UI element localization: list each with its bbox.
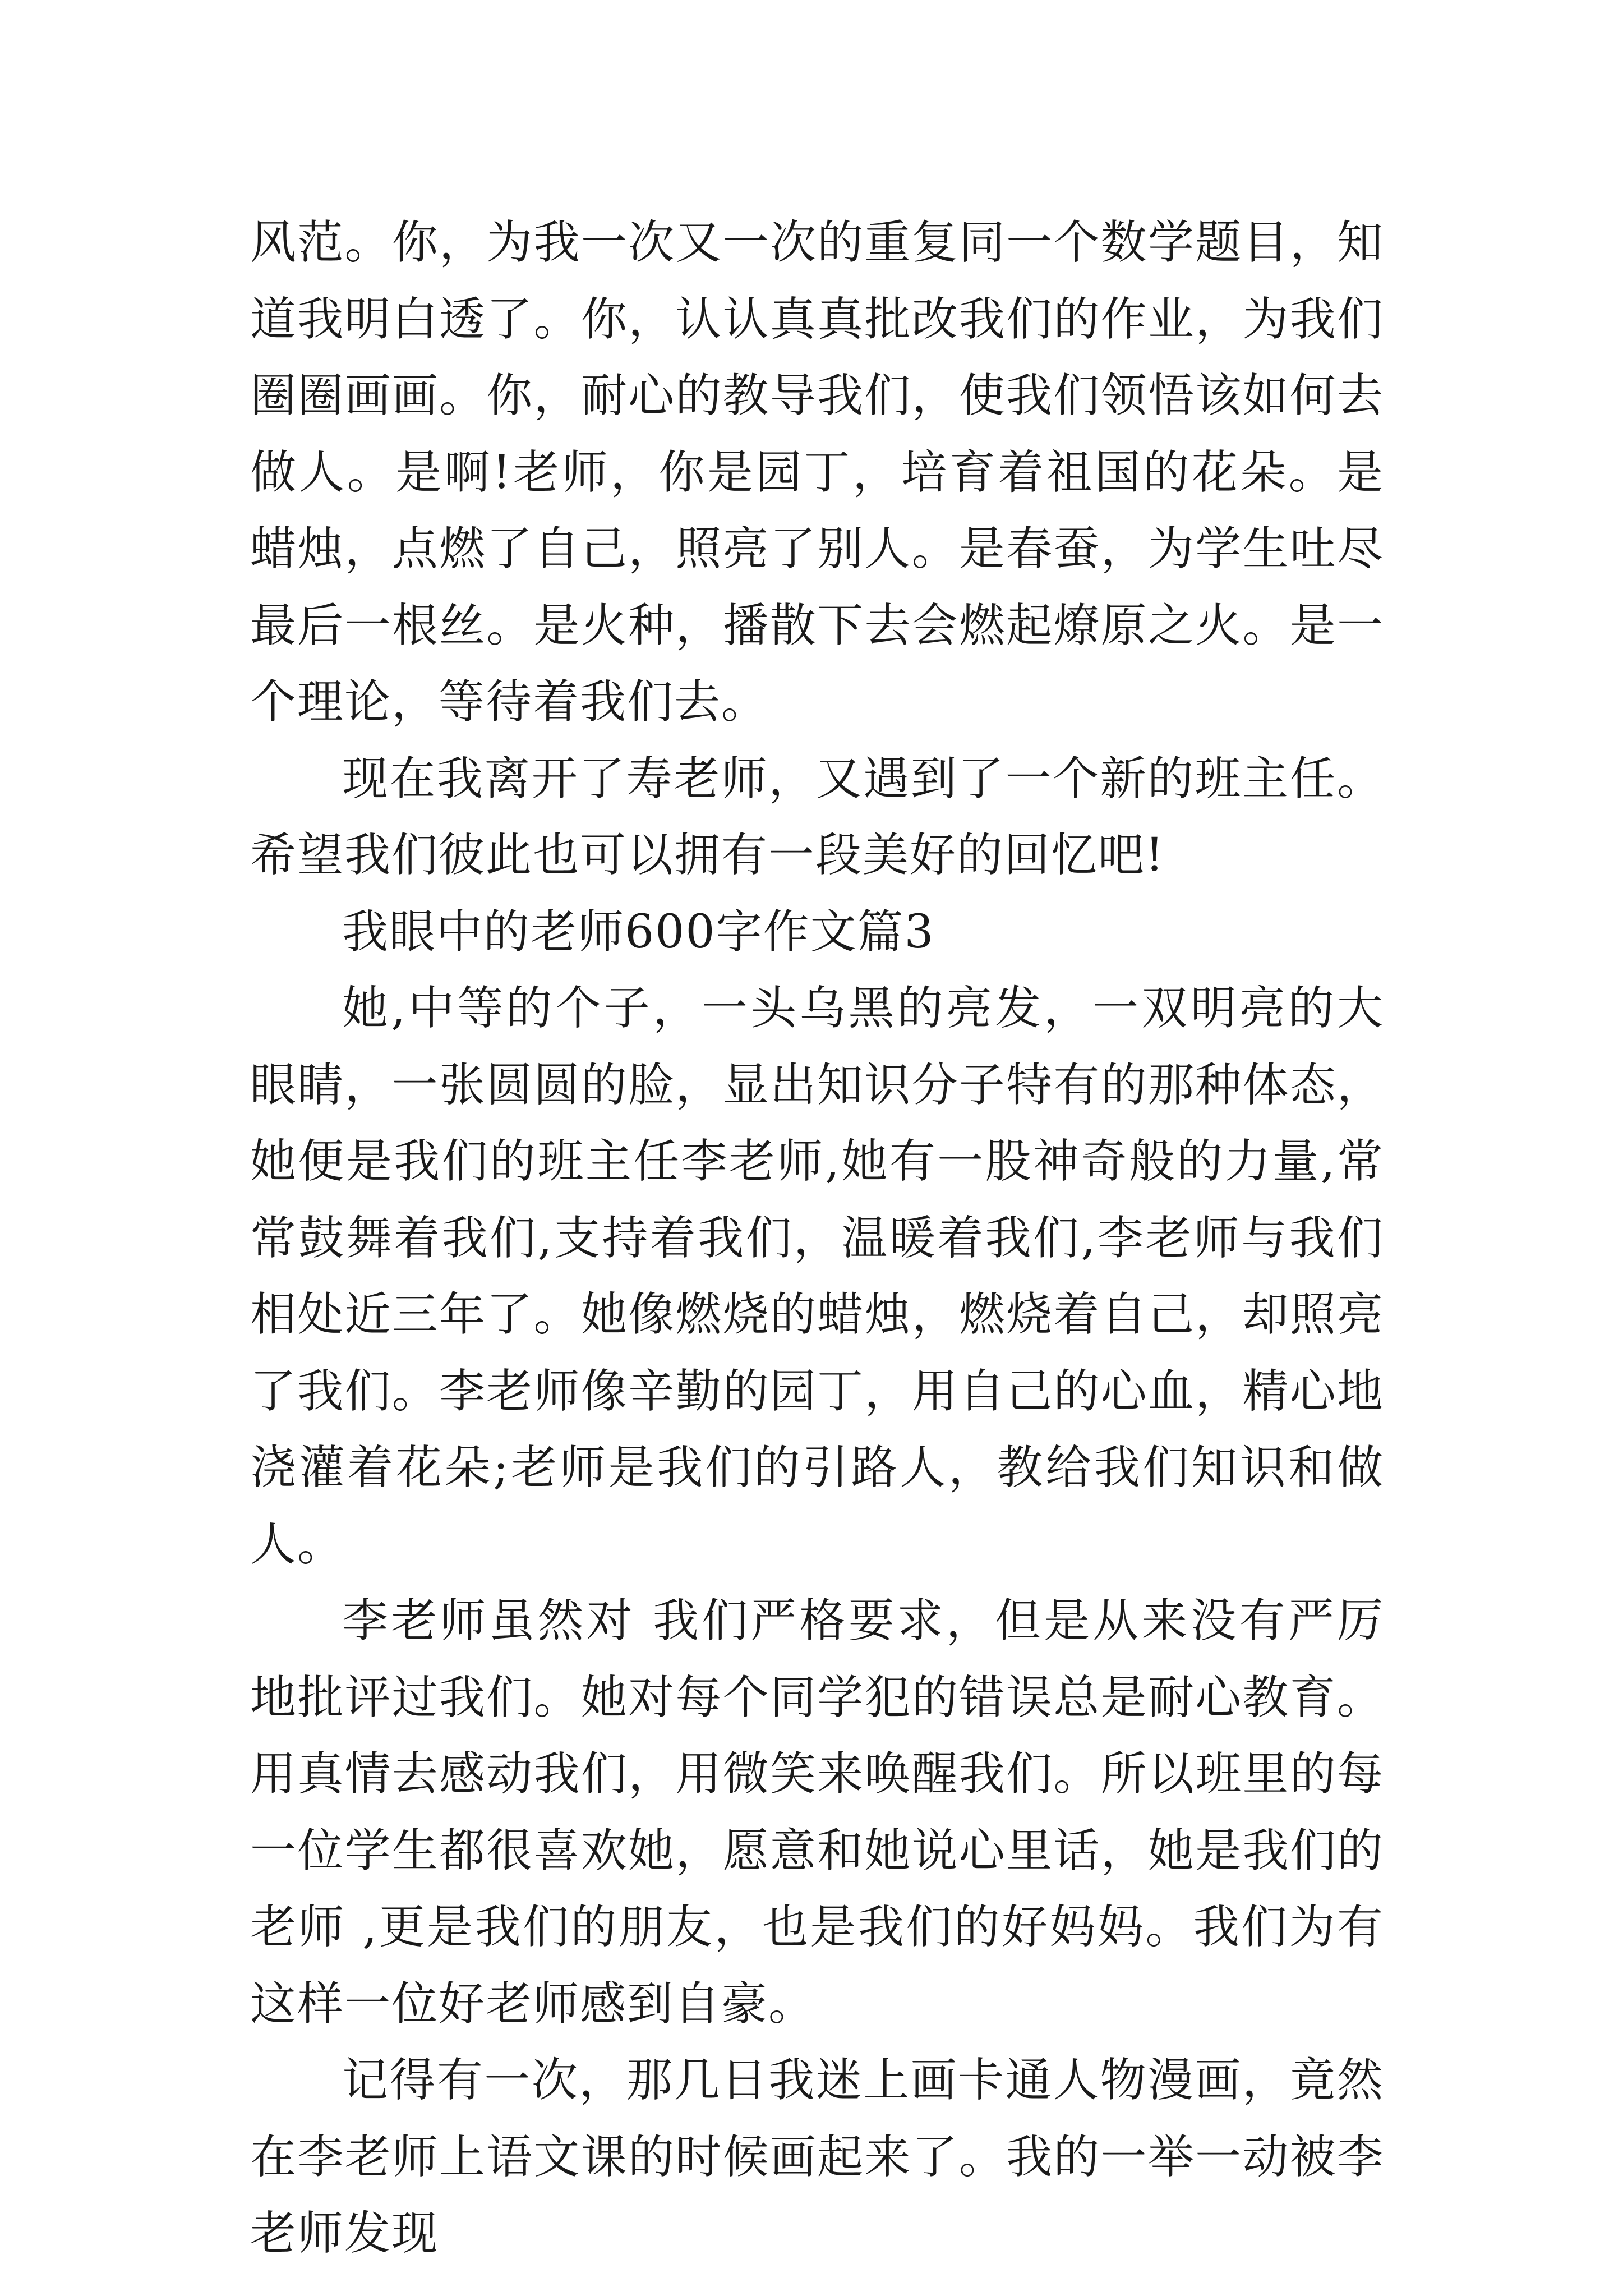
- essay-section-heading: 我眼中的老师600字作文篇3: [342, 905, 935, 959]
- paragraph-1: 风范。你，为我一次又一次的重复同一个数学题目，知道我明白透了。你，认认真真批改我们的作业，为我们圈圈画画。你，耐心的教导我们，使我们领悟该如何去做人。是啊!老师，你是园丁，培育着祖国的花朵。是蜡烛，点燃了自己，照亮了别人。是春蚕，为学生吐尽最后一根丝。是火种，播散下去会燃起燎原之火。是一个理论，等待着我们去。: [250, 216, 1384, 729]
- essay-body: [250, 205, 1384, 2272]
- paragraph-2: 现在我离开了寿老师，又遇到了一个新的班主任。希望我们彼此也可以拥有一段美好的回忆吧!: [250, 752, 1384, 882]
- paragraph-3: 她,中等的个子，一头乌黑的亮发，一双明亮的大眼睛，一张圆圆的脸，显出知识分子特有的那种体态，她便是我们的班主任李老师,她有一股神奇般的力量,常常鼓舞着我们,支持着我们，温暖着我们,李老师与我们相处近三年了。她像燃烧的蜡烛，燃烧着自己，却照亮了我们。李老师像辛勤的园丁，用自己的心血，精心地浇灌着花朵;老师是我们的引路人，教给我们知识和做人。: [250, 982, 1384, 1571]
- paragraph-5: 记得有一次，那几日我迷上画卡通人物漫画，竟然在李老师上语文课的时候画起来了。我的一举一动被李老师发现: [250, 2054, 1384, 2260]
- paragraph-4: 李老师虽然对 我们严格要求，但是从来没有严厉地批评过我们。她对每个同学犯的错误总是耐心教育。用真情去感动我们，用微笑来唤醒我们。所以班里的每一位学生都很喜欢她，愿意和她说心里话，她是我们的老师 ,更是我们的朋友，也是我们的好妈妈。我们为有这样一位好老师感到自豪。: [250, 1594, 1384, 2031]
